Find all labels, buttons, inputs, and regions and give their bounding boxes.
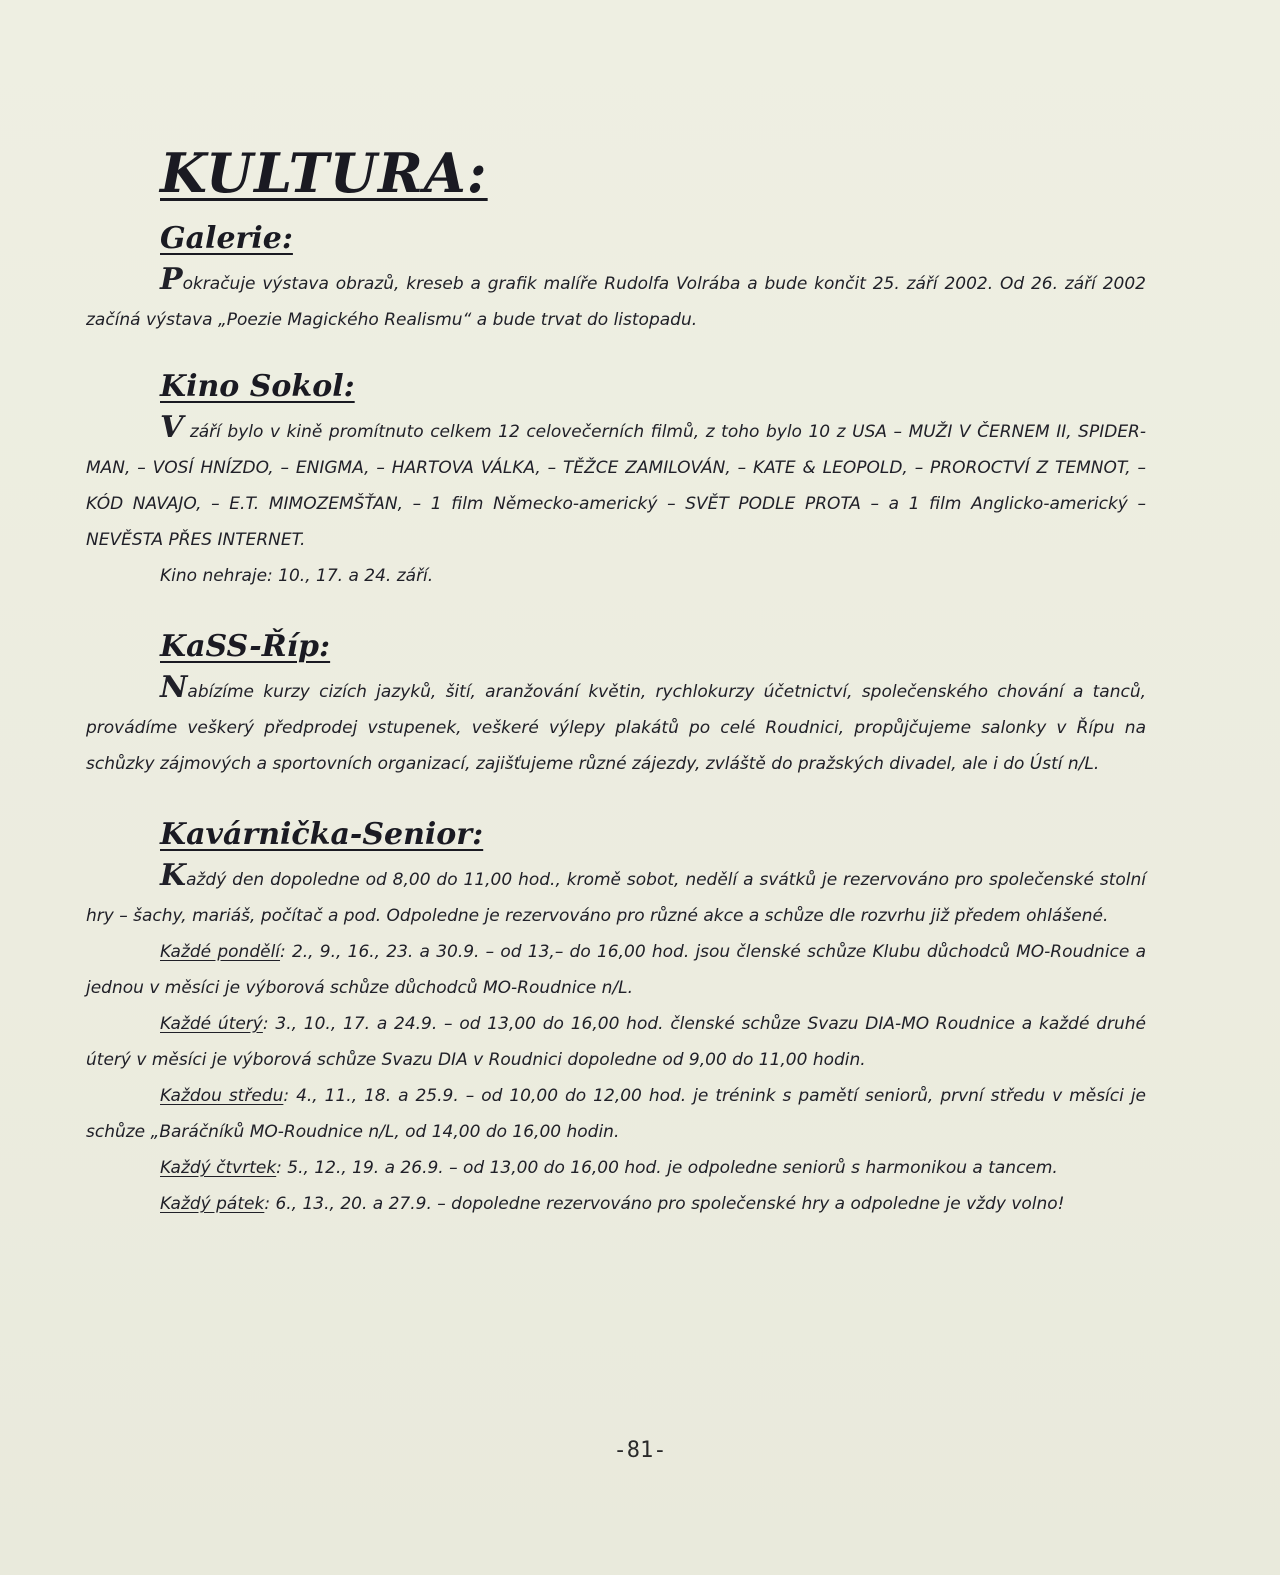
section-kavarnicka <box>86 812 1146 1222</box>
section-title-kass: KaSS-Říp: <box>160 629 331 664</box>
kino-dropcap: V <box>160 410 184 445</box>
schedule-monday-text: : 2., 9., 16., 23. a 30.9. – od 13,– do 16,00 hod. jsou členské schůze Klubu důchodců MO-Roudnice a jednou v měsíci je výborová schůze důchodců MO-Roudnice n/L. <box>86 942 1146 998</box>
section-title-kino: Kino Sokol: <box>160 369 355 404</box>
page-number: -81- <box>613 1438 667 1463</box>
page-content <box>86 140 1146 1222</box>
page-title: KULTURA: <box>160 141 488 205</box>
schedule-friday-text: : 6., 13., 20. a 27.9. – dopoledne rezervováno pro společenské hry a odpoledne je vždy volno! <box>264 1194 1065 1214</box>
schedule-wednesday <box>86 1078 1146 1150</box>
schedule-thursday <box>86 1150 1146 1186</box>
schedule-monday <box>86 934 1146 1006</box>
schedule-tuesday-label: Každé úterý <box>160 1014 263 1034</box>
kass-dropcap: N <box>160 670 188 705</box>
schedule-friday <box>86 1186 1146 1222</box>
schedule-monday-label: Každé pondělí <box>160 942 281 962</box>
section-title-kavarnicka: Kavárnička-Senior: <box>160 817 484 852</box>
galerie-text: okračuje výstava obrazů, kreseb a grafik malíře Rudolfa Volrába a bude končit 25. září 2002. Od 26. září 2002 začíná výstava „Poezie Magického Realismu“ a bude trvat do listopadu. <box>86 274 1146 330</box>
kass-paragraph <box>86 670 1146 782</box>
kavarnicka-paragraph <box>86 858 1146 934</box>
section-galerie <box>86 216 1146 338</box>
section-kass <box>86 624 1146 782</box>
kavarnicka-dropcap: K <box>160 858 187 893</box>
schedule-tuesday <box>86 1006 1146 1078</box>
galerie-paragraph <box>86 262 1146 338</box>
galerie-dropcap: P <box>160 262 183 297</box>
kino-closed-days: Kino nehraje: 10., 17. a 24. září. <box>160 566 434 586</box>
kavarnicka-text: aždý den dopoledne od 8,00 do 11,00 hod., kromě sobot, nedělí a svátků je rezervováno pro společenské stolní hry – šachy, mariáš, počítač a pod. Odpoledne je rezervováno pro různé akce a schůze dle rozvrhu již předem ohlášené. <box>86 870 1146 926</box>
schedule-wednesday-label: Každou středu <box>160 1086 284 1106</box>
section-kino <box>86 364 1146 594</box>
kino-paragraph <box>86 410 1146 558</box>
kass-text: abízíme kurzy cizích jazyků, šití, aranžování květin, rychlokurzy účetnictví, společenského chování a tanců, provádíme veškerý předprodej vstupenek, veškeré výlepy plakátů po celé Roudnici, propůjčujeme salonky v Řípu na schůzky zájmových a sportovních organizací, zajišťujeme různé zájezdy, zvláště do pražských divadel, ale i do Ústí n/L. <box>86 682 1146 774</box>
schedule-tuesday-text: : 3., 10., 17. a 24.9. – od 13,00 do 16,00 hod. členské schůze Svazu DIA-MO Roudnice a každé druhé úterý v měsíci je výborová schůze Svazu DIA v Roudnici dopoledne od 9,00 do 11,00 hodin. <box>86 1014 1146 1070</box>
kino-text: září bylo v kině promítnuto celkem 12 celovečerních filmů, z toho bylo 10 z USA – MUŽI V ČERNEM II, SPIDER-MAN, – VOSÍ HNÍZDO, – ENIGMA, – HARTOVA VÁLKA, – TĚŽCE ZAMILOVÁN, – KATE & LEOPOLD, – PROROCTVÍ Z TEMNOT, – KÓD NAVAJO, – E.T. MIMOZEMŠŤAN, – 1 film Německo-americký – SVĚT PODLE PROTA – a 1 film Anglicko-americký – NEVĚSTA PŘES INTERNET. <box>86 422 1146 550</box>
schedule-friday-label: Každý pátek <box>160 1194 265 1214</box>
schedule-thursday-label: Každý čtvrtek <box>160 1158 277 1178</box>
schedule-wednesday-text: : 4., 11., 18. a 25.9. – od 10,00 do 12,00 hod. je trénink s pamětí seniorů, první středu v měsíci je schůze „Baráčníků MO-Roudnice n/L, od 14,00 do 16,00 hodin. <box>86 1086 1147 1142</box>
schedule-thursday-text: : 5., 12., 19. a 26.9. – od 13,00 do 16,00 hod. je odpoledne seniorů s harmonikou a tancem. <box>276 1158 1058 1178</box>
section-title-galerie: Galerie: <box>160 221 293 256</box>
